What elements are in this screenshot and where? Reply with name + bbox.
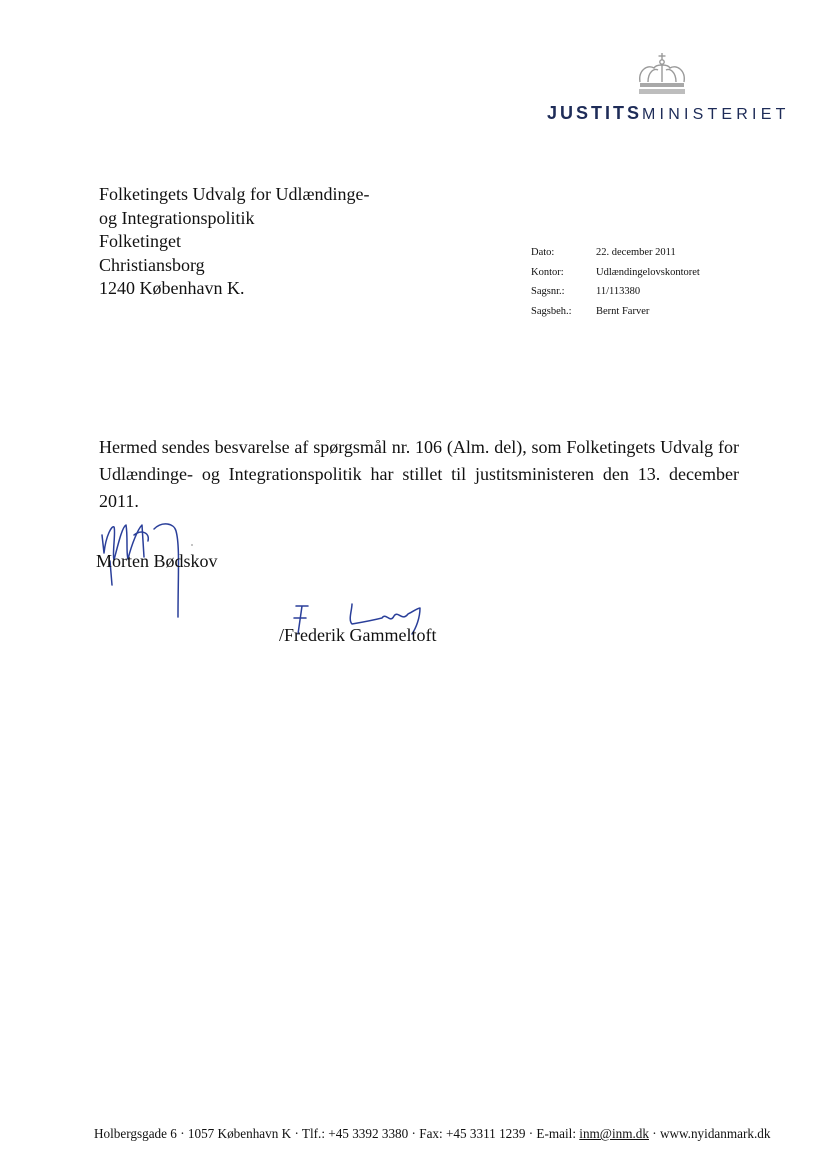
meta-row-date bbox=[531, 243, 700, 263]
meta-label: Dato: bbox=[531, 247, 555, 258]
meta-row-office bbox=[531, 263, 700, 283]
recipient-address bbox=[99, 183, 369, 301]
official-name: /Frederik Gammeltoft bbox=[279, 625, 437, 645]
meta-label: Kontor: bbox=[531, 266, 564, 278]
recipient-line: og Integrationspolitik bbox=[99, 207, 255, 228]
meta-value: Bernt Farver bbox=[596, 305, 650, 317]
recipient-line: Folketinget bbox=[99, 231, 181, 251]
recipient-line: Folketingets Udvalg for Udlændinge- bbox=[99, 184, 370, 204]
recipient-line: Christiansborg bbox=[99, 254, 205, 275]
meta-row-case-officer bbox=[531, 302, 700, 322]
footer-contact bbox=[94, 1126, 770, 1142]
crown-logo-icon bbox=[634, 52, 690, 96]
logo-light-text: MINISTERIET bbox=[642, 106, 790, 123]
meta-value: 11/113380 bbox=[596, 286, 641, 297]
logo-bold-text: JUSTITS bbox=[547, 103, 643, 123]
footer-email-link[interactable]: inm@inm.dk bbox=[579, 1126, 649, 1141]
ministry-logo-text bbox=[547, 104, 790, 123]
recipient-line: 1240 København K. bbox=[99, 278, 245, 298]
minister-name: Morten Bødskov bbox=[96, 551, 218, 571]
letter-meta bbox=[531, 243, 700, 321]
footer-website: · www.nyidanmark.dk bbox=[648, 1126, 771, 1141]
meta-value: Udlændingelovskontoret bbox=[596, 266, 700, 278]
letter-body: Hermed sendes besvarelse af spørgsmål nr. 106 (Alm. del), som Folketingets Udvalg for Udlændinge- og Integrationspolitik har stillet til justitsministeren den 13. december 2011. bbox=[99, 437, 739, 511]
meta-row-case-number bbox=[531, 282, 700, 302]
meta-label: Sagsnr.: bbox=[531, 286, 565, 297]
meta-value: 22. december 2011 bbox=[596, 247, 676, 258]
meta-label: Sagsbeh.: bbox=[531, 305, 572, 317]
footer-address: Holbergsgade 6 · 1057 København K · Tlf.: +45 3392 3380 · Fax: +45 3311 1239 · E-mail: bbox=[94, 1126, 580, 1141]
